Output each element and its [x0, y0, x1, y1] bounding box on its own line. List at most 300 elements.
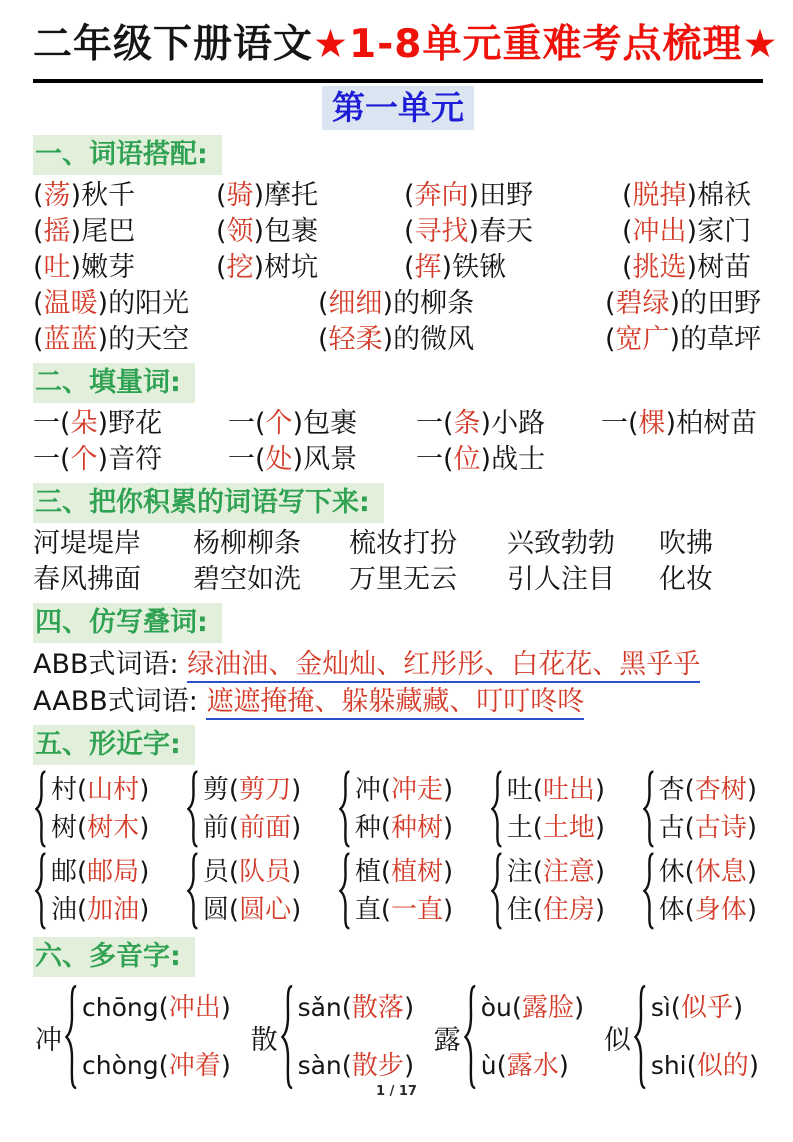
cell-suffix: 家门	[697, 216, 752, 247]
paren-close: )	[139, 775, 150, 805]
paren-close: )	[443, 857, 454, 887]
cell-suffix: 包裹	[303, 408, 358, 439]
brace-group	[339, 770, 453, 848]
paren-close: )	[139, 813, 150, 843]
red-answer: 脱掉	[632, 180, 687, 211]
paren-open: (	[77, 813, 88, 843]
left-brace-icon	[464, 984, 478, 1090]
paren-close: )	[97, 444, 109, 475]
brace-line	[51, 809, 149, 847]
red-answer: 荡	[43, 180, 71, 211]
word-pair-cell	[318, 322, 605, 358]
red-answer: 宽广	[615, 324, 670, 355]
brace-group	[339, 852, 453, 930]
red-answer: 休息	[694, 857, 747, 887]
aabb-label: AABB式词语:	[33, 686, 198, 717]
abb-words: 绿油油、金灿灿、红彤彤、白花花、黑乎乎	[187, 649, 700, 683]
measure-word-cell	[33, 442, 228, 478]
cell-prefix: 油	[51, 895, 78, 925]
paren-open: (	[341, 993, 352, 1023]
brace-group	[35, 852, 149, 930]
cell-prefix: sǎn	[297, 993, 342, 1022]
word-row	[33, 562, 763, 598]
unit-title-wrap	[33, 86, 763, 130]
word-row	[33, 526, 763, 562]
brace-line	[507, 809, 605, 847]
red-answer: 挖	[226, 252, 254, 283]
red-answer: 住房	[542, 895, 595, 925]
left-brace-icon	[339, 852, 352, 930]
paren-open: (	[33, 216, 44, 247]
cell-suffix: 野花	[108, 408, 163, 439]
paren-open: (	[216, 252, 227, 283]
polyphone-group	[35, 984, 231, 1090]
word-row	[33, 286, 763, 322]
cell-suffix: 柏树苗	[676, 408, 758, 439]
cell-prefix: 一	[228, 444, 255, 475]
paren-close: )	[70, 252, 82, 283]
section-accumulated-words	[33, 478, 763, 598]
paren-close: )	[468, 216, 480, 247]
measure-word-cell	[416, 406, 601, 442]
pinyin-line	[651, 991, 759, 1025]
cell-prefix: 冲	[354, 775, 381, 805]
red-answer: 散落	[351, 993, 404, 1023]
word-pair-cell	[622, 214, 763, 250]
paren-close: )	[686, 180, 698, 211]
phrase-cell: 万里无云	[349, 564, 457, 595]
red-answer: 植树	[390, 857, 443, 887]
section-heading-1: 一、词语搭配:	[33, 135, 222, 175]
paren-open: (	[158, 1051, 169, 1081]
paren-close: )	[594, 775, 606, 805]
cell-prefix: 员	[202, 857, 229, 887]
paren-open: (	[77, 895, 88, 925]
paren-open: (	[380, 857, 391, 887]
word-pair-cell	[622, 178, 763, 214]
paren-open: (	[684, 813, 695, 843]
paren-close: )	[291, 813, 302, 843]
cell-prefix: 住	[506, 895, 533, 925]
red-answer: 朵	[70, 408, 98, 439]
paren-close: )	[594, 857, 606, 887]
word-row	[33, 250, 763, 286]
cell-suffix: 棉袄	[697, 180, 752, 211]
paren-open: (	[404, 216, 415, 247]
brace-line	[355, 891, 453, 929]
paren-close: )	[746, 895, 757, 925]
worksheet-page	[0, 20, 793, 1142]
red-answer: 吐出	[542, 775, 595, 805]
paren-close: )	[594, 813, 606, 843]
red-answer: 身体	[694, 895, 747, 925]
left-brace-icon	[187, 852, 200, 930]
paren-open: (	[532, 775, 543, 805]
cell-prefix: sàn	[297, 1051, 342, 1080]
paren-open: (	[33, 324, 44, 355]
brace-group	[187, 770, 301, 848]
red-answer: 蓝蓝	[43, 324, 98, 355]
unit-title: 第一单元	[322, 86, 474, 130]
pinyin-line	[481, 991, 584, 1025]
paren-open: (	[686, 1051, 697, 1081]
brace-line	[355, 809, 453, 847]
cell-prefix: sì	[650, 993, 671, 1022]
brace-row	[33, 850, 763, 932]
red-answer: 一直	[390, 895, 443, 925]
left-brace-icon	[634, 984, 648, 1090]
title-red-part: ★1-8单元重难考点梳理★	[313, 22, 779, 67]
paren-close: )	[594, 895, 606, 925]
title-divider	[33, 79, 763, 83]
red-answer: 挥	[414, 252, 442, 283]
red-answer: 冲出	[632, 216, 687, 247]
red-answer: 邮局	[87, 857, 140, 887]
brace-line	[203, 771, 301, 809]
word-row	[33, 406, 763, 442]
paren-close: )	[558, 1051, 569, 1081]
cell-prefix: 前	[202, 813, 229, 843]
paren-close: )	[746, 775, 757, 805]
brace-line	[355, 771, 453, 809]
phrase-cell: 河堤堤岸	[33, 528, 141, 559]
paren-open: (	[380, 775, 391, 805]
section-heading-3: 三、把你积累的词语写下来:	[33, 483, 384, 523]
paren-open: (	[216, 216, 227, 247]
paren-close: )	[382, 288, 394, 319]
cell-prefix: 一	[416, 408, 443, 439]
cell-prefix: 直	[354, 895, 381, 925]
paren-open: (	[684, 857, 695, 887]
cell-prefix: 邮	[51, 857, 78, 887]
brace-line	[203, 891, 301, 929]
cell-suffix: 的田野	[680, 288, 762, 319]
paren-open: (	[216, 180, 227, 211]
cell-prefix: 一	[33, 444, 60, 475]
section-heading-6: 六、多音字:	[33, 937, 195, 977]
paren-close: )	[746, 813, 757, 843]
paren-close: )	[748, 1051, 759, 1081]
left-brace-icon	[339, 770, 352, 848]
aabb-line	[33, 683, 763, 720]
cell-prefix: 一	[228, 408, 255, 439]
paren-open: (	[443, 408, 454, 439]
paren-close: )	[70, 180, 82, 211]
paren-open: (	[628, 408, 639, 439]
word-pair-cell	[216, 250, 404, 286]
cell-suffix: 树坑	[264, 252, 319, 283]
cell-suffix: 嫩芽	[81, 252, 136, 283]
paren-open: (	[443, 444, 454, 475]
paren-open: (	[77, 857, 88, 887]
paren-open: (	[404, 252, 415, 283]
red-answer: 露水	[506, 1051, 559, 1081]
cell-prefix: 圆	[202, 895, 229, 925]
red-answer: 碧绿	[615, 288, 670, 319]
section-heading-5: 五、形近字:	[33, 725, 195, 765]
cell-suffix: 摩托	[264, 180, 319, 211]
pinyin-line	[82, 991, 231, 1025]
cell-suffix: 尾巴	[81, 216, 136, 247]
cell-prefix: ù	[480, 1051, 497, 1080]
paren-open: (	[404, 180, 415, 211]
left-brace-icon	[643, 852, 656, 930]
cell-suffix: 风景	[303, 444, 358, 475]
cell-prefix: 一	[416, 444, 443, 475]
red-answer: 古诗	[694, 813, 747, 843]
word-pair-cell	[216, 178, 404, 214]
section-heading-2: 二、填量词:	[33, 363, 195, 403]
cell-suffix: 田野	[479, 180, 534, 211]
brace-line	[659, 809, 757, 847]
section-heading-4: 四、仿写叠词:	[33, 603, 222, 643]
paren-open: (	[77, 775, 88, 805]
paren-close: )	[574, 993, 585, 1023]
brace-group	[491, 852, 605, 930]
word-pair-cell	[605, 286, 763, 322]
paren-open: (	[60, 444, 71, 475]
left-brace-icon	[35, 770, 48, 848]
cell-prefix: 村	[51, 775, 78, 805]
polyphone-row	[33, 980, 763, 1090]
word-pair-cell	[33, 178, 216, 214]
pinyin-line	[651, 1049, 759, 1083]
paren-open: (	[158, 993, 169, 1023]
red-answer: 剪刀	[239, 775, 292, 805]
paren-open: (	[341, 1051, 352, 1081]
page-title	[33, 20, 779, 70]
word-pair-cell	[622, 250, 763, 286]
cell-suffix: 的阳光	[108, 288, 190, 319]
paren-open: (	[496, 1051, 507, 1081]
brace-line	[51, 891, 149, 929]
paren-close: )	[468, 180, 480, 211]
cell-suffix: 小路	[491, 408, 546, 439]
red-answer: 树木	[87, 813, 140, 843]
pinyin-line	[298, 1049, 415, 1083]
phrase-cell: 引人注目	[507, 564, 615, 595]
brace-line	[507, 771, 605, 809]
section-polyphones	[33, 932, 763, 1090]
polyphone-char: 冲	[35, 1024, 62, 1056]
red-answer: 个	[265, 408, 293, 439]
paren-close: )	[443, 813, 454, 843]
paren-open: (	[60, 408, 71, 439]
paren-open: (	[684, 895, 695, 925]
cell-prefix: 体	[658, 895, 685, 925]
brace-line	[659, 891, 757, 929]
red-answer: 队员	[239, 857, 292, 887]
red-answer: 轻柔	[328, 324, 383, 355]
red-answer: 位	[453, 444, 481, 475]
paren-close: )	[480, 408, 492, 439]
phrase-cell: 杨柳柳条	[193, 528, 301, 559]
polyphone-group	[434, 984, 584, 1090]
brace-line	[203, 809, 301, 847]
brace-row	[33, 768, 763, 850]
word-pair-cell	[404, 214, 622, 250]
paren-close: )	[139, 857, 150, 887]
word-pair-cell	[318, 286, 605, 322]
brace-line	[659, 853, 757, 891]
paren-open: (	[380, 895, 391, 925]
paren-close: )	[403, 993, 415, 1023]
red-answer: 摇	[43, 216, 71, 247]
paren-close: )	[292, 408, 304, 439]
cell-prefix: 种	[354, 813, 381, 843]
cell-suffix: 包裹	[264, 216, 319, 247]
red-answer: 山村	[87, 775, 140, 805]
word-pair-cell	[404, 250, 622, 286]
paren-close: )	[291, 775, 302, 805]
paren-open: (	[622, 180, 633, 211]
red-answer: 杏树	[694, 775, 747, 805]
paren-close: )	[292, 444, 304, 475]
left-brace-icon	[281, 984, 295, 1090]
abb-label: ABB式词语:	[33, 649, 179, 680]
red-answer: 前面	[239, 813, 292, 843]
brace-line	[51, 771, 149, 809]
red-answer: 条	[453, 408, 481, 439]
paren-close: )	[443, 895, 454, 925]
word-pair-cell	[605, 322, 763, 358]
paren-close: )	[382, 324, 394, 355]
red-answer: 冲着	[168, 1051, 221, 1081]
polyphone-char: 散	[250, 1024, 278, 1056]
paren-close: )	[686, 216, 698, 247]
paren-open: (	[255, 444, 266, 475]
red-answer: 加油	[87, 895, 140, 925]
brace-line	[659, 771, 757, 809]
polyphone-char: 似	[603, 1024, 631, 1056]
phrase-cell: 梳妆打扮	[349, 528, 457, 559]
cell-prefix: 古	[658, 813, 685, 843]
red-answer: 领	[226, 216, 254, 247]
paren-close: )	[669, 324, 681, 355]
brace-group	[35, 770, 149, 848]
measure-word-cell	[228, 406, 416, 442]
paren-open: (	[380, 813, 391, 843]
cell-suffix: 秋千	[81, 180, 136, 211]
paren-close: )	[220, 1051, 231, 1081]
paren-open: (	[33, 288, 44, 319]
paren-close: )	[97, 288, 109, 319]
paren-open: (	[255, 408, 266, 439]
cell-prefix: shi	[650, 1051, 687, 1080]
red-answer: 棵	[638, 408, 666, 439]
paren-close: )	[253, 216, 265, 247]
red-answer: 寻找	[414, 216, 469, 247]
brace-line	[203, 853, 301, 891]
paren-open: (	[228, 775, 240, 805]
abb-line	[33, 646, 763, 683]
cell-prefix: chōng	[82, 993, 159, 1022]
red-answer: 冲出	[168, 993, 221, 1023]
brace-group	[643, 852, 757, 930]
cell-prefix: òu	[480, 993, 512, 1022]
paren-close: )	[139, 895, 150, 925]
brace-line	[51, 853, 149, 891]
red-answer: 圆心	[239, 895, 292, 925]
polyphone-group	[251, 984, 415, 1090]
phrase-cell: 吹拂	[659, 528, 713, 559]
paren-open: (	[532, 895, 543, 925]
paren-close: )	[291, 857, 302, 887]
cell-prefix: 吐	[506, 775, 533, 805]
cell-prefix: 树	[51, 813, 78, 843]
measure-word-cell	[228, 442, 416, 478]
red-answer: 挑选	[632, 252, 687, 283]
word-row	[33, 322, 763, 358]
paren-open: (	[532, 813, 543, 843]
paren-close: )	[291, 895, 302, 925]
polyphone-group	[604, 984, 759, 1090]
cell-prefix: 休	[658, 857, 685, 887]
word-pair-cell	[33, 286, 318, 322]
measure-word-cell	[416, 442, 601, 478]
phrase-cell: 春风拂面	[33, 564, 141, 595]
brace-line	[507, 853, 605, 891]
phrase-cell: 化妆	[659, 564, 713, 595]
red-answer: 露脸	[522, 993, 575, 1023]
cell-prefix: 一	[601, 408, 628, 439]
paren-open: (	[33, 252, 44, 283]
left-brace-icon	[491, 852, 504, 930]
section-reduplicated-words	[33, 598, 763, 720]
red-answer: 土地	[542, 813, 595, 843]
paren-close: )	[665, 408, 677, 439]
red-answer: 散步	[351, 1051, 404, 1081]
paren-open: (	[228, 857, 240, 887]
cell-prefix: 剪	[202, 775, 229, 805]
paren-close: )	[669, 288, 681, 319]
paren-close: )	[480, 444, 492, 475]
cell-prefix: 注	[506, 857, 533, 887]
red-answer: 处	[265, 444, 293, 475]
paren-open: (	[622, 216, 633, 247]
red-answer: 温暖	[43, 288, 98, 319]
paren-open: (	[33, 180, 44, 211]
cell-suffix: 铁锹	[452, 252, 507, 283]
paren-open: (	[318, 288, 329, 319]
word-pair-cell	[216, 214, 404, 250]
word-pair-cell	[33, 214, 216, 250]
cell-suffix: 的微风	[393, 324, 475, 355]
paren-open: (	[228, 813, 240, 843]
cell-prefix: 植	[354, 857, 381, 887]
paren-close: )	[746, 857, 757, 887]
word-row	[33, 214, 763, 250]
brace-line	[507, 891, 605, 929]
cell-prefix: 一	[33, 408, 60, 439]
section-similar-characters	[33, 720, 763, 932]
cell-suffix: 的柳条	[393, 288, 475, 319]
phrase-cell: 碧空如洗	[193, 564, 301, 595]
red-answer: 吐	[43, 252, 71, 283]
brace-line	[355, 853, 453, 891]
paren-open: (	[228, 895, 240, 925]
paren-close: )	[70, 216, 82, 247]
paren-close: )	[253, 252, 265, 283]
cell-suffix: 春天	[479, 216, 534, 247]
cell-prefix: chòng	[82, 1051, 159, 1080]
red-answer: 似乎	[680, 993, 733, 1023]
title-black-part: 二年级下册语文	[33, 22, 314, 67]
paren-close: )	[443, 775, 454, 805]
polyphone-char: 露	[433, 1024, 461, 1056]
brace-group	[187, 852, 301, 930]
red-answer: 似的	[696, 1051, 749, 1081]
